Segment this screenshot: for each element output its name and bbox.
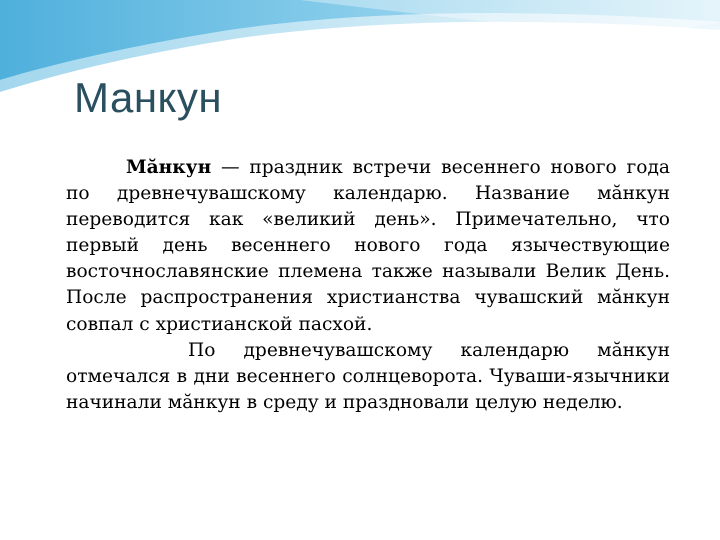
slide-title: Манкун: [74, 74, 223, 121]
paragraph-1: [66, 155, 670, 338]
slide-body: [66, 155, 670, 416]
term-mankun: Мăнкун: [126, 157, 212, 178]
paragraph-1-text: — праздник встречи весеннего нового года по древнечувашскому календарю. Название мăнкун переводится как «великий день». Примечательно, что первый день весеннего нового года язычествующие восточнославянские племена также называли Велик День. После распространения христианства чувашский мăнкун совпал с христианской пасхой.: [66, 157, 670, 335]
paragraph-2: По древнечувашскому календарю мăнкун отмечался в дни весеннего солнцеворота. Чуваши-язычники начинали мăнкун в среду и праздновали целую неделю.: [66, 339, 670, 413]
